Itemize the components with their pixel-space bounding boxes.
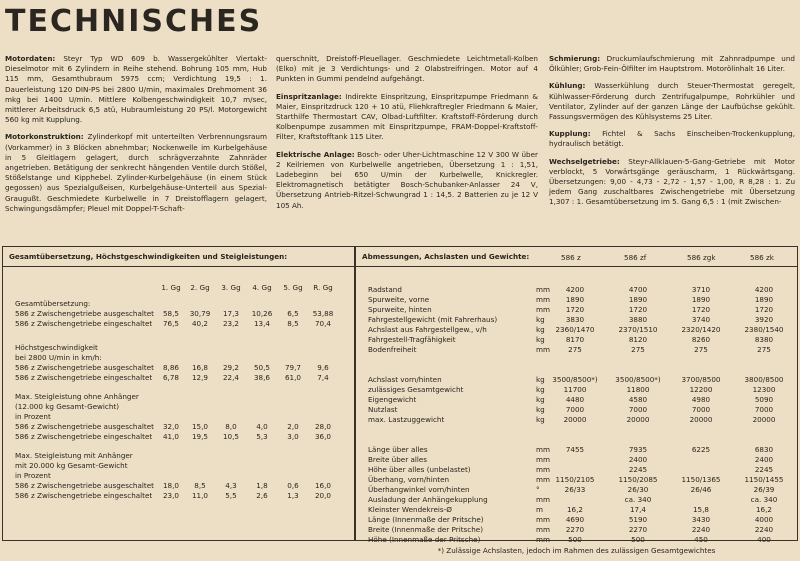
cell-value: 40,2 [191,319,208,328]
cell-value: 3920 [754,315,774,324]
section-heading: mit 20.000 kg Gesamt-Gewicht [15,461,128,470]
row-label: Ausladung der Anhängekupplung [368,495,488,504]
cell-value: 26/46 [690,485,712,494]
cell-value: 16,0 [314,481,331,490]
model-header: 586 zf [624,253,647,262]
text-paragraph [549,129,795,149]
cell-value: 7000 [565,405,585,414]
table-row [356,375,797,385]
model-header: 586 zgk [687,253,716,262]
paragraph-text: querschnitt, Dreistoff-Pleuellager. Geschmiedete Leichtmetall-Kolben (Elko) mit je 3 Verdichtungs- und 2 Olabstreifringen. Motor auf 4 Punkten in Gummi pendelnd aufgehängt. [276,54,538,84]
row-unit: kg [536,395,545,404]
gear-header: 3. Gg [221,283,241,292]
cell-value: 7,4 [317,373,329,382]
performance-table-heading [3,247,354,267]
cell-value: 3700/8500 [681,375,721,384]
row-label: Eigengewicht [368,395,417,404]
model-header: 586 z [561,253,581,262]
cell-value: 3710 [691,285,711,294]
row-unit: mm [536,465,551,474]
cell-value: 19,5 [191,432,208,441]
gear-header: 1. Gg [161,283,181,292]
paragraph-heading: Motordaten: [5,54,56,63]
cell-value: 2270 [628,525,648,534]
row-unit: mm [536,445,551,454]
cell-value: 1150/1365 [681,475,721,484]
cell-value: 3800/8500 [744,375,784,384]
paragraph-text: Steyr Typ WD 609 b. Wassergekühlter Viertakt-Dieselmotor mit 6 Zylindern in Reihe stehend. Bohrung 105 mm, Hub 115 mm, Gesamthubraum 5975 ccm; Verdichtung 19,5 : 1. Dauerleistung 120 DIN-PS bei 2800 U/min, maximales Drehmoment 36 mkg bei 1400 U/min. Mittlere Kolbengeschwindigkeit 10,7 m/sec, mittlerer Arbeitsdruck 6,5 atü, Hubraumleistung 20 PS/l. Motorgewicht 560 kg mit Kupplung. [5,54,267,125]
cell-value: 32,0 [162,422,179,431]
cell-value: 4580 [628,395,648,404]
cell-value: 6830 [754,445,774,454]
cell-value: 1150/2085 [618,475,658,484]
paragraph-text: Zylinderkopf mit unterteilten Verbrennungsraum (Vorkammer) in 3 Blöcken abnehmbar; Nockenwelle im Kurbelgehäuse in 5 Gleitlagern gelagert, durch schrägverzahnte Zahnräder angetrieben. Betätigung der senkrecht hängenden Ventile durch Stößel, Stößelstange und Kipphebel. Zylinder-Kurbelgehäuse (in einem Stück gegossen) aus Spezialgußeisen, Kurbelgehäuse-Unterteil aus Spezial-Graugußt. Geschmiedete Kurbelwelle in 7 Dreistofflagern gelagert, Schwingungsdämpfer; Pleuel mit Doppel-T-Schaft- [5,132,267,213]
cell-value: 2270 [565,525,585,534]
row-label: Radstand [368,285,402,294]
cell-value: 4980 [691,395,711,404]
cell-value: 20000 [752,415,776,424]
cell-value: 38,6 [253,373,270,382]
cell-value: 29,2 [222,363,239,372]
cell-value: 16,8 [191,363,208,372]
row-label: 586 z Zwischengetriebe eingeschaltet [15,373,153,382]
cell-value: 3500/8500*) [552,375,598,384]
cell-value: 2245 [628,465,648,474]
row-label: 586 z Zwischengetriebe ausgeschaltet [15,309,154,318]
cell-value: 26/33 [564,485,586,494]
cell-value: 2,6 [256,491,268,500]
cell-value: 15,8 [692,505,709,514]
cell-value: 17,4 [629,505,646,514]
paragraph-text: Druckumlaufschmierung mit Zahnradpumpe und Ölkühler; Grob-Fein-Ölfilter im Hauptstrom. Motorölinhalt 16 Liter. [549,54,795,74]
row-label: 586 z Zwischengetriebe eingeschaltet [15,432,153,441]
cell-value: 4200 [565,285,585,294]
gear-header: 4. Gg [252,283,272,292]
table-row [356,455,797,465]
table-row [356,315,797,325]
cell-value: 5,5 [225,491,237,500]
cell-value: 3740 [691,315,711,324]
cell-value: 23,0 [162,491,179,500]
table-row [356,395,797,405]
row-label: Länge (Innenmaße der Pritsche) [368,515,484,524]
row-label: Achslast vorn/hinten [368,375,442,384]
table-row [356,345,797,355]
performance-table [2,246,355,541]
cell-value: 8170 [565,335,585,344]
row-label: Fahrgestell-Tragfähigkeit [368,335,456,344]
row-label: 586 z Zwischengetriebe eingeschaltet [15,319,153,328]
cell-value: 58,5 [162,309,179,318]
performance-table-title: Gesamtübersetzung, Höchstgeschwindigkeiten und Steigleistungen: [9,252,288,261]
paragraph-text: Bosch- oder Uher-Lichtmaschine 12 V 300 W über 2 Keilriemen von Kurbelwelle angetrieben, Übersetzung 1 : 1,51, Ladebeginn bei 650 U/min der Kurbelwelle, Knickregler. Elektromagnetisch betätigter Bosch-Schubanker-Anlasser 24 V, Übersetzung Antrieb-Ritzel-Schwungrad 1 : 14,5. 2 Batterien zu je 12 V 105 Ah. [276,149,538,210]
text-paragraph [276,54,538,85]
section-heading: Gesamtübersetzung: [15,299,91,308]
row-unit: mm [536,495,551,504]
row-label: Überhang, vorn/hinten [368,475,450,484]
table-row [356,505,797,515]
cell-value: 8,0 [225,422,237,431]
gear-header: 2. Gg [190,283,210,292]
cell-value: 0,6 [287,481,299,490]
cell-value: 36,0 [314,432,331,441]
cell-value: 2400 [754,455,774,464]
text-paragraph [276,92,538,143]
cell-value: 7000 [754,405,774,414]
cell-value: 26/39 [753,485,775,494]
dimensions-table-title: Abmessungen, Achslasten und Gewichte: [362,252,530,261]
table-row [3,373,354,383]
cell-value: 1720 [691,305,711,314]
cell-value: 23,2 [222,319,239,328]
cell-value: ca. 340 [750,495,778,504]
dimensions-table-heading [356,247,797,267]
cell-value: 3,0 [287,432,299,441]
cell-value: 3830 [565,315,585,324]
table-row [3,363,354,373]
page-title: TECHNISCHES [5,4,263,39]
section-heading: in Prozent [15,412,51,421]
cell-value: 2380/1540 [744,325,784,334]
cell-value: 12200 [689,385,713,394]
text-paragraph [549,81,795,122]
cell-value: 4700 [628,285,648,294]
cell-value: 1890 [628,295,648,304]
cell-value: 8380 [754,335,774,344]
cell-value: 8,5 [194,481,206,490]
table-row [356,445,797,455]
row-label: 586 z Zwischengetriebe ausgeschaltet [15,363,154,372]
cell-value: 7935 [628,445,648,454]
cell-value: 17,3 [222,309,239,318]
cell-value: 3880 [628,315,648,324]
table-row [356,405,797,415]
cell-value: 10,26 [251,309,273,318]
cell-value: 4,0 [256,422,268,431]
paragraph-heading: Kupplung: [549,129,591,139]
cell-value: 8120 [628,335,648,344]
row-unit: mm [536,345,551,354]
cell-value: 5,3 [256,432,268,441]
cell-value: 275 [694,345,708,354]
row-label: Nutzlast [368,405,398,414]
row-unit: kg [536,315,545,324]
table-row [356,535,797,545]
cell-value: 26/30 [627,485,649,494]
cell-value: 53,88 [312,309,334,318]
row-unit: ° [536,485,540,494]
cell-value: 1,8 [256,481,268,490]
cell-value: 6,5 [287,309,299,318]
table-row [356,305,797,315]
row-unit: kg [536,405,545,414]
paragraph-text: Fichtel & Sachs Einscheiben-Trockenkupplung, hydraulisch betätigt. [549,129,795,149]
cell-value: 5090 [754,395,774,404]
cell-value: 13,4 [253,319,270,328]
cell-value: 6,78 [162,373,179,382]
row-unit: mm [536,305,551,314]
table-row [3,491,354,501]
gear-header-row [3,283,354,293]
cell-value: 1890 [691,295,711,304]
cell-value: 7000 [628,405,648,414]
text-paragraph [549,54,795,74]
row-label: 586 z Zwischengetriebe ausgeschaltet [15,481,154,490]
row-label: Höhe (Innenmaße der Pritsche) [368,535,481,544]
section-heading: bei 2800 U/min in km/h: [15,353,102,362]
table-row [3,432,354,442]
cell-value: 12300 [752,385,776,394]
cell-value: 2240 [691,525,711,534]
text-paragraph [5,132,267,214]
cell-value: 22,4 [222,373,239,382]
row-label: Breite (Innenmaße der Pritsche) [368,525,484,534]
cell-value: 1890 [754,295,774,304]
cell-value: 11700 [563,385,587,394]
cell-value: 2,0 [287,422,299,431]
cell-value: 1890 [565,295,585,304]
text-column-2 [276,54,538,218]
cell-value: 6225 [691,445,711,454]
row-label: max. Lastzuggewicht [368,415,445,424]
cell-value: 1720 [565,305,585,314]
table-row [356,485,797,495]
cell-value: 2240 [754,525,774,534]
cell-value: 2360/1470 [555,325,595,334]
row-label: 586 z Zwischengetriebe ausgeschaltet [15,422,154,431]
paragraph-text: Indirekte Einspritzung, Einspritzpumpe Friedmann & Maier, Einspritzdruck 120 + 10 atü, Fliehkraftregler Friedmann & Maier, Starthilfe Thermostart CAV, Olbad-Luftfilter. Kraftstoff-Förderung durch Kolbenpumpe zusammen mit Einspritzpumpe, FRAM-Doppel-Kraftstoff-Filter, Kraftstofftank 115 Liter. [276,91,538,142]
cell-value: 12,9 [191,373,208,382]
table-row [356,295,797,305]
row-label: Bodenfreiheit [368,345,417,354]
cell-value: 61,0 [284,373,301,382]
row-unit: mm [536,535,551,544]
cell-value: 2320/1420 [681,325,721,334]
cell-value: 5190 [628,515,648,524]
cell-value: 30,79 [189,309,211,318]
cell-value: 20000 [689,415,713,424]
row-label: Höhe über alles (unbelastet) [368,465,471,474]
cell-value: 1150/1455 [744,475,784,484]
text-paragraph [549,157,795,208]
cell-value: 15,0 [191,422,208,431]
dimensions-table [355,246,798,544]
table-row [356,325,797,335]
row-unit: kg [536,415,545,424]
cell-value: 3500/8500*) [615,375,661,384]
row-unit: mm [536,475,551,484]
row-label: Kleinster Wendekreis-Ø [368,505,452,514]
section-heading: Max. Steigleistung ohne Anhänger [15,392,139,401]
cell-value: 500 [631,535,645,544]
section-heading: Höchstgeschwindigkeit [15,343,98,352]
section-heading: in Prozent [15,471,51,480]
paragraph-text: Wasserkühlung durch Steuer-Thermostat geregelt, Kühlwasser-Förderung durch Zentrifugalpumpe, Rohrkühler und Ventilator, Zylinder auf der ganzen Länge der Laufbüchse gekühlt. Fassungsvermögen des Kühlsystems 25 Liter. [549,81,795,122]
row-label: Achslast aus Fahrgestellgew., v/h [368,325,487,334]
table-row [356,335,797,345]
row-unit: kg [536,375,545,384]
table-row [3,422,354,432]
cell-value: 11800 [626,385,650,394]
row-unit: kg [536,325,545,334]
cell-value: 28,0 [314,422,331,431]
table-row [3,319,354,329]
cell-value: 4690 [565,515,585,524]
table-row [356,475,797,485]
cell-value: 8,5 [287,319,299,328]
cell-value: 1,3 [287,491,299,500]
cell-value: 16,2 [755,505,772,514]
cell-value: 8260 [691,335,711,344]
cell-value: 4,3 [225,481,237,490]
text-column-1 [5,54,267,221]
row-unit: mm [536,515,551,524]
model-header: 586 zk [750,253,774,262]
text-column-3 [549,54,795,215]
cell-value: 4200 [754,285,774,294]
row-unit: mm [536,455,551,464]
cell-value: 275 [631,345,645,354]
row-label: 586 z Zwischengetriebe eingeschaltet [15,491,153,500]
cell-value: 450 [694,535,708,544]
cell-value: 4480 [565,395,585,404]
cell-value: 76,5 [162,319,179,328]
row-unit: mm [536,295,551,304]
cell-value: 7000 [691,405,711,414]
cell-value: 1720 [754,305,774,314]
row-unit: kg [536,335,545,344]
table-row [356,515,797,525]
cell-value: 400 [757,535,771,544]
cell-value: 20,0 [314,491,331,500]
cell-value: 2370/1510 [618,325,658,334]
row-label: zulässiges Gesamtgewicht [368,385,464,394]
table-row [356,525,797,535]
paragraph-heading: Schmierung: [549,54,601,63]
gear-header: 5. Gg [283,283,303,292]
table-row [356,385,797,395]
cell-value: 2245 [754,465,774,474]
table-row [3,309,354,319]
cell-value: 4000 [754,515,774,524]
cell-value: 8,86 [162,363,179,372]
table-row [3,481,354,491]
cell-value: 18,0 [162,481,179,490]
table-footnote: *) Zulässige Achslasten, jedoch im Rahmen des zulässigen Gesamtgewichtes [437,546,716,555]
cell-value: 79,7 [284,363,301,372]
cell-value: 275 [568,345,582,354]
gear-header: R. Gg [313,283,333,292]
paragraph-heading: Einspritzanlage: [276,91,342,101]
text-paragraph [276,150,538,211]
cell-value: 41,0 [162,432,179,441]
cell-value: 3430 [691,515,711,524]
cell-value: 7455 [565,445,585,454]
text-paragraph [5,54,267,125]
cell-value: 9,6 [317,363,329,372]
cell-value: 500 [568,535,582,544]
cell-value: 16,2 [566,505,583,514]
cell-value: 11,0 [191,491,208,500]
row-label: Spurweite, hinten [368,305,432,314]
cell-value: ca. 340 [624,495,652,504]
cell-value: 70,4 [314,319,331,328]
row-unit: mm [536,285,551,294]
row-unit: mm [536,525,551,534]
cell-value: 20000 [563,415,587,424]
row-label: Fahrgestellgewicht (mit Fahrerhaus) [368,315,498,324]
cell-value: 10,5 [222,432,239,441]
table-row [356,465,797,475]
table-row [356,495,797,505]
cell-value: 1720 [628,305,648,314]
paragraph-heading: Motorkonstruktion: [5,132,84,142]
table-row [356,285,797,295]
row-label: Überhangwinkel vorn/hinten [368,485,470,494]
paragraph-heading: Wechselgetriebe: [549,156,620,166]
table-row [356,415,797,425]
paragraph-heading: Elektrische Anlage: [276,149,355,159]
cell-value: 1150/2105 [555,475,595,484]
section-heading: (12.000 kg Gesamt-Gewicht) [15,402,120,411]
section-heading: Max. Steigleistung mit Anhänger [15,451,133,460]
row-unit: m [536,505,544,514]
cell-value: 2400 [628,455,648,464]
row-label: Breite über alles [368,455,428,464]
cell-value: 275 [757,345,771,354]
row-label: Spurweite, vorne [368,295,430,304]
row-unit: kg [536,385,545,394]
cell-value: 20000 [626,415,650,424]
cell-value: 50,5 [253,363,270,372]
paragraph-heading: Kühlung: [549,81,586,91]
paragraph-text: Steyr-Allklauen-5-Gang-Getriebe mit Motor verblockt, 5 Vorwärtsgänge geräuscharm, 1 Rückwärtsgang. Übersetzungen: 9,00 - 4,73 - 2,72 - 1,57 - 1,00, R 8,28 : 1. Zu jedem Gang zuschaltbares Zwischengetriebe mit Übersetzung 1,307 : 1. Gesamtübersetzung im 5. Gang 6,5 : 1 (mit Zwischen- [549,156,795,207]
row-label: Länge über alles [368,445,428,454]
